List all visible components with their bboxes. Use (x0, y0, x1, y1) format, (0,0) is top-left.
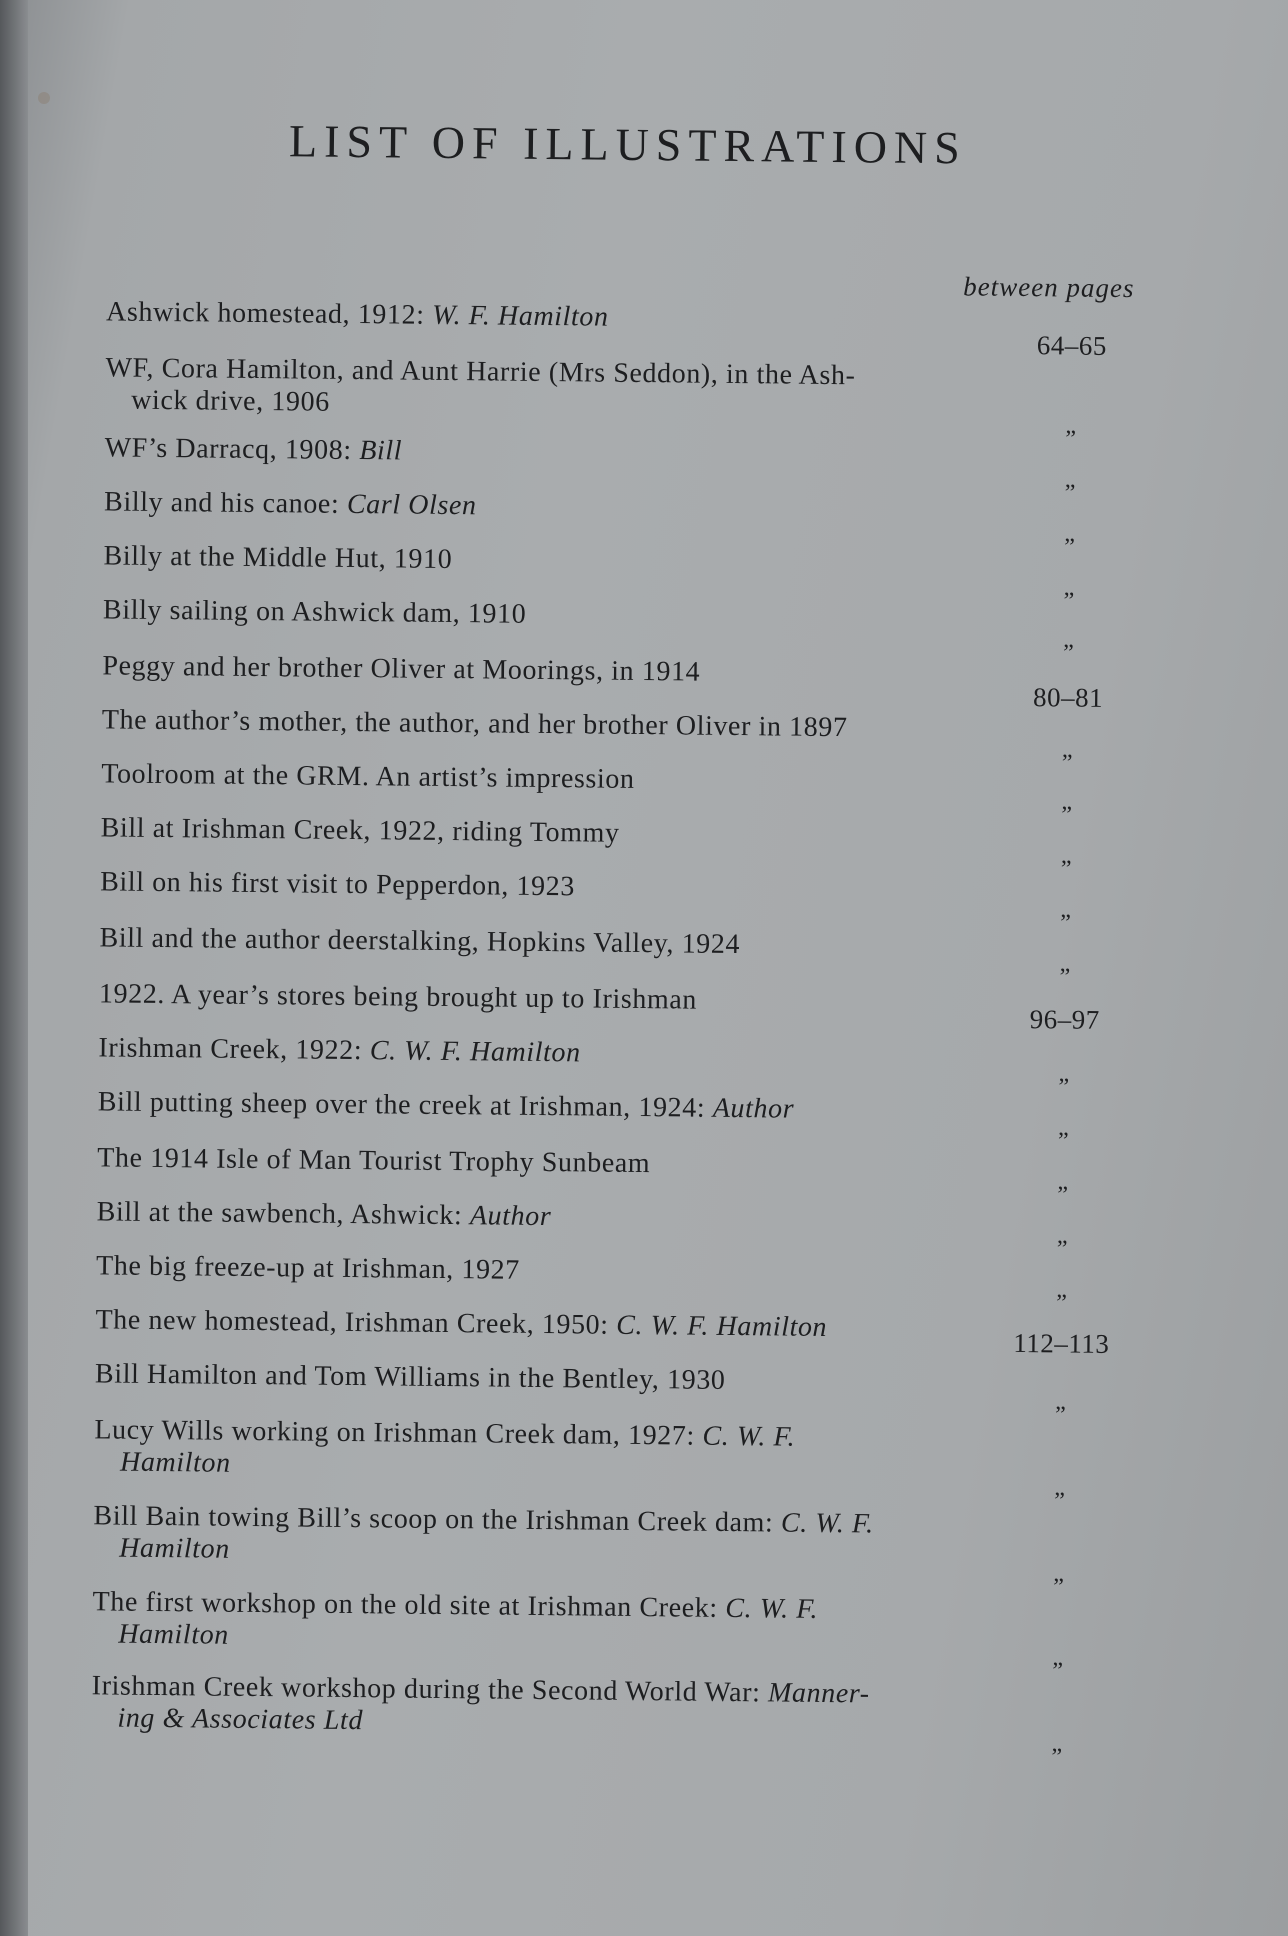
entry-caption: Billy and his canoe: (103, 486, 348, 520)
entry-pages: ” (1056, 1290, 1068, 1317)
illustration-entry (99, 922, 999, 963)
entry-pages: 80–81 (1032, 682, 1104, 713)
entry-pages: 64–65 (1036, 330, 1107, 361)
illustration-entry (91, 1670, 992, 1743)
entry-caption: Ashwick homestead, 1912: (105, 296, 433, 331)
entry-pages: ” (1061, 802, 1073, 829)
illustration-entry (98, 1032, 998, 1073)
entry-pages: ” (1059, 964, 1071, 991)
entry-credit: Carl Olsen (346, 488, 477, 522)
entry-caption: Billy at the Middle Hut, 1910 (103, 540, 453, 576)
illustration-entry (105, 352, 1006, 425)
entry-caption: The 1914 Isle of Man Tourist Trophy Sunbeam (97, 1142, 651, 1180)
entry-caption: Irishman Creek, 1922: (98, 1032, 370, 1067)
entry-caption: Irishman Creek workshop during the Second World War: (91, 1670, 769, 1709)
entry-caption: The big freeze-up at Irishman, 1927 (95, 1250, 521, 1286)
illustration-entry (100, 866, 1000, 907)
entry-pages: ” (1057, 1182, 1069, 1209)
entry-credit-continued: Hamilton (119, 1532, 230, 1565)
entry-credit: Author (469, 1200, 552, 1233)
illustration-entry (94, 1414, 995, 1487)
illustration-entry (95, 1358, 995, 1399)
entry-pages: ” (1063, 588, 1075, 615)
illustration-entry (98, 1086, 998, 1127)
entry-credit: W. F. Hamilton (432, 299, 609, 333)
illustration-entry (105, 432, 1005, 473)
entry-credit: Manner- (767, 1677, 870, 1710)
illustration-entry (101, 758, 1001, 799)
entry-pages: ” (1051, 1744, 1063, 1771)
entry-credit: C. W. F. (725, 1592, 819, 1625)
entry-credit-continued: ing & Associates Ltd (117, 1702, 364, 1737)
column-header: between pages (963, 271, 1135, 304)
entry-caption: Bill Hamilton and Tom Williams in the Bentley, 1930 (94, 1358, 726, 1396)
entry-credit-continued: Hamilton (118, 1618, 230, 1651)
entry-caption: Bill and the author deerstalking, Hopkins Valley, 1924 (99, 922, 741, 961)
entry-pages: ” (1058, 1074, 1070, 1101)
entry-caption: Bill on his first visit to Pepperdon, 1923 (99, 866, 576, 903)
entry-pages: ” (1064, 480, 1076, 507)
entry-pages: ” (1053, 1574, 1065, 1601)
entry-caption: Bill Bain towing Bill’s scoop on the Irishman Creek dam: (93, 1500, 782, 1539)
entry-pages: ” (1065, 426, 1077, 453)
entry-pages: ” (1052, 1658, 1064, 1685)
entry-pages: ” (1062, 640, 1075, 667)
entry-caption: Bill at the sawbench, Ashwick: (96, 1196, 471, 1232)
entry-pages: 112–113 (1013, 1327, 1110, 1359)
entry-pages: ” (1060, 910, 1072, 937)
entry-caption-continued: wick drive, 1906 (131, 384, 330, 418)
page-title: LIST OF ILLUSTRATIONS (288, 115, 968, 174)
entry-pages: ” (1064, 534, 1076, 561)
entry-caption: Toolroom at the GRM. An artist’s impression (101, 758, 635, 795)
entry-pages: ” (1057, 1128, 1070, 1155)
illustration-entry (92, 1586, 993, 1659)
entry-caption: Billy sailing on Ashwick dam, 1910 (102, 594, 527, 630)
entry-pages: ” (1054, 1488, 1066, 1515)
entry-caption: Lucy Wills working on Irishman Creek dam, 1927: (94, 1414, 703, 1452)
illustration-entry (95, 1304, 995, 1345)
entry-credit-continued: Hamilton (119, 1446, 231, 1479)
entry-caption: Bill at Irishman Creek, 1922, riding Tommy (100, 812, 620, 849)
entry-caption: Peggy and her brother Oliver at Moorings, in 1914 (102, 650, 701, 688)
entry-caption: The new homestead, Irishman Creek, 1950: (95, 1304, 617, 1341)
illustration-entry (97, 1142, 997, 1183)
entry-caption: The first workshop on the old site at Irishman Creek: (92, 1586, 726, 1624)
entry-caption: Bill putting sheep over the creek at Irishman, 1924: (97, 1086, 713, 1124)
illustration-entry (102, 650, 1002, 691)
entry-caption: WF, Cora Hamilton, and Aunt Harrie (Mrs Seddon), in the Ash- (105, 352, 856, 392)
illustration-entry (93, 1500, 994, 1573)
illustration-entry (106, 296, 1006, 337)
illustration-entry (101, 812, 1001, 853)
entry-credit: C. W. F. (702, 1420, 796, 1453)
illustration-entry (103, 540, 1003, 581)
entry-pages: ” (1056, 1236, 1069, 1263)
entry-credit: C. W. F. Hamilton (616, 1309, 828, 1343)
illustration-entry (97, 1196, 997, 1237)
entry-credit: Author (712, 1092, 795, 1125)
entry-pages: 96–97 (1029, 1004, 1100, 1035)
entry-pages: ” (1060, 856, 1073, 883)
entry-caption: The author’s mother, the author, and her brother Oliver in 1897 (101, 704, 848, 744)
entry-pages: ” (1061, 750, 1074, 777)
entry-credit: C. W. F. (780, 1507, 874, 1540)
entry-credit: Bill (359, 435, 403, 467)
illustration-entry (103, 594, 1003, 635)
entry-caption: WF’s Darracq, 1908: (104, 432, 360, 467)
illustration-entry (104, 486, 1004, 527)
entry-credit: C. W. F. Hamilton (369, 1035, 581, 1069)
entry-pages: ” (1054, 1402, 1067, 1429)
illustration-entry (96, 1250, 996, 1291)
entry-caption: 1922. A year’s stores being brought up to Irishman (98, 978, 698, 1016)
illustration-entry (99, 978, 999, 1019)
illustration-entry (102, 704, 1002, 745)
